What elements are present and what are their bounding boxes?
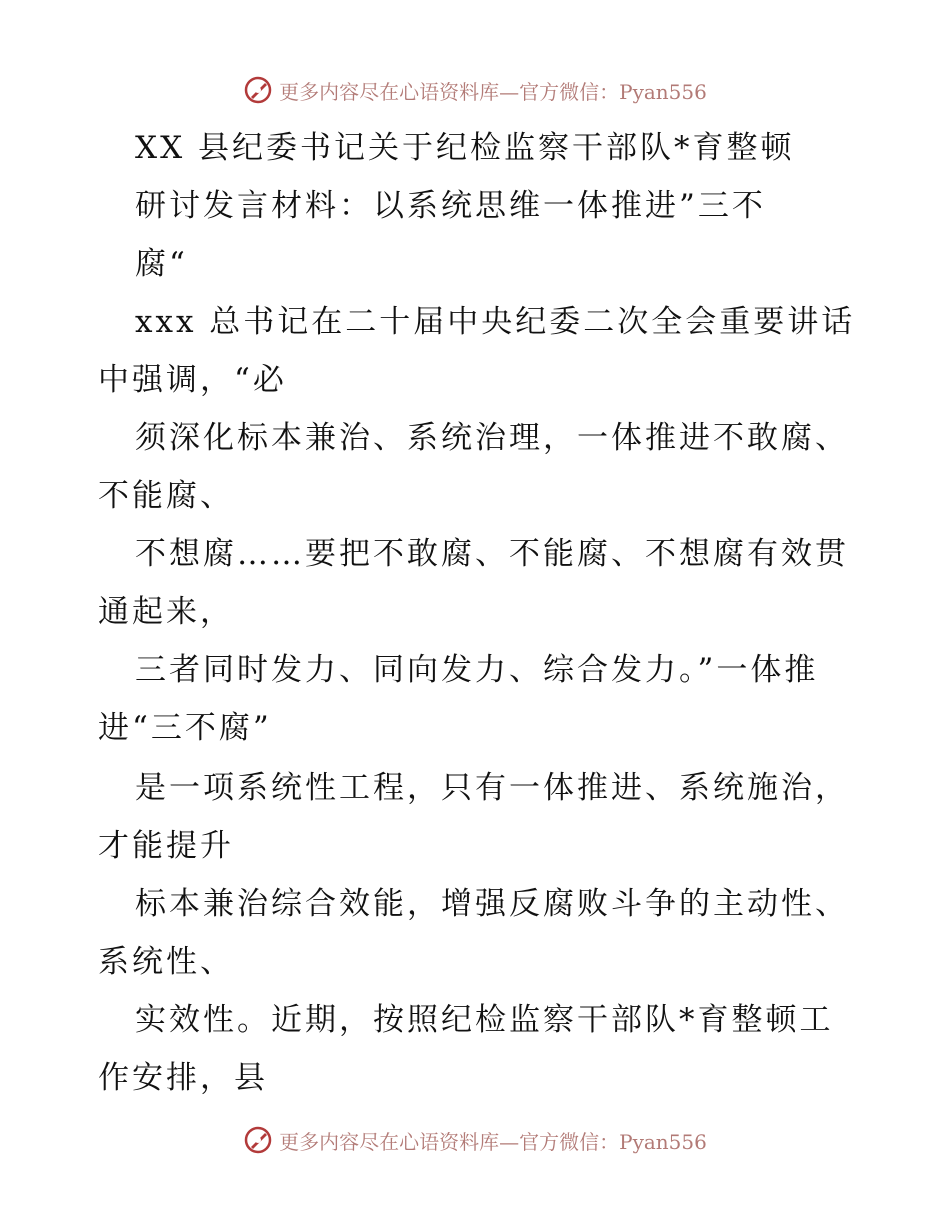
doc-line: 系统性、 (98, 944, 234, 980)
doc-line: 进“三不腐” (98, 710, 272, 746)
footer-watermark-text: 更多内容尽在心语资料库—官方微信：Pyan556 (279, 1129, 707, 1154)
quill-logo-icon (243, 1125, 273, 1155)
doc-line: 三者同时发力、同向发力、综合发力。”一体推 (135, 652, 819, 688)
doc-line: 腐“ (135, 246, 188, 282)
doc-line: xxx 总书记在二十届中央纪委二次全会重要讲话 (135, 304, 856, 340)
doc-line: 通起来， (98, 594, 234, 630)
quill-logo-icon (243, 75, 273, 105)
doc-line: 是一项系统性工程，只有一体推进、系统施治， (135, 770, 849, 806)
doc-line: 实效性。近期，按照纪检监察干部队*育整顿工 (135, 1002, 834, 1038)
doc-line: XX 县纪委书记关于纪检监察干部队*育整顿 (135, 130, 795, 166)
doc-line: 研讨发言材料：以系统思维一体推进”三不 (135, 188, 766, 224)
header-watermark-text: 更多内容尽在心语资料库—官方微信：Pyan556 (279, 79, 707, 104)
doc-line: 不想腐……要把不敢腐、不能腐、不想腐有效贯 (135, 536, 849, 572)
doc-line: 才能提升 (98, 828, 234, 864)
doc-line: 作安排，县 (98, 1060, 268, 1096)
doc-line: 须深化标本兼治、系统治理，一体推进不敢腐、 (135, 420, 849, 456)
doc-line: 中强调，“必 (98, 362, 287, 398)
footer-watermark-banner (0, 1120, 950, 1160)
doc-line: 标本兼治综合效能，增强反腐败斗争的主动性、 (135, 886, 849, 922)
header-watermark-banner (0, 70, 950, 110)
doc-line: 不能腐、 (98, 478, 234, 514)
